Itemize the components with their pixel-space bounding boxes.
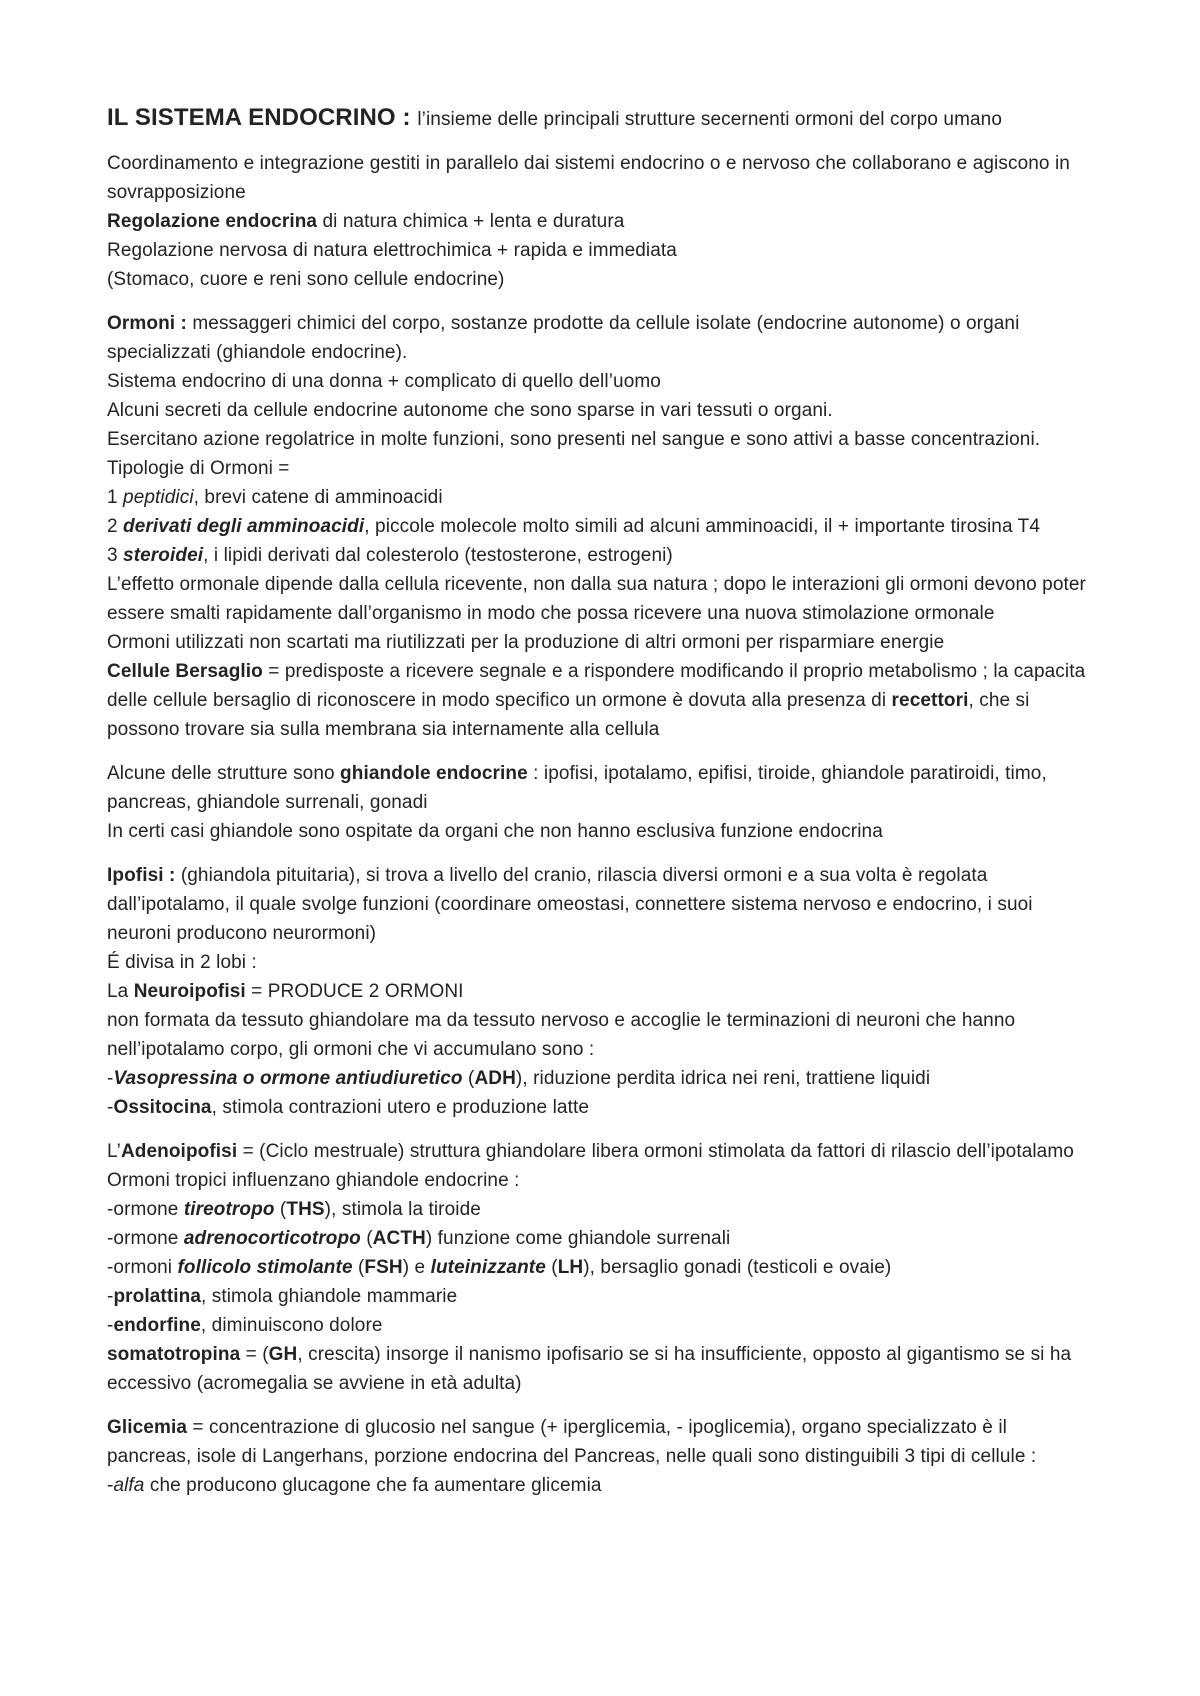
text-run: 1 bbox=[107, 487, 124, 508]
text-run: L’ bbox=[107, 1141, 121, 1162]
text-run: ) funzione come ghiandole surrenali bbox=[425, 1228, 731, 1249]
text-run: La bbox=[107, 981, 134, 1002]
text-run: -ormone bbox=[107, 1228, 184, 1249]
text-run: follicolo stimolante bbox=[177, 1257, 353, 1278]
text-run: É divisa in 2 lobi : bbox=[107, 952, 257, 973]
text-run: ), stimola la tiroide bbox=[324, 1199, 481, 1220]
text-run: = PRODUCE 2 ORMONI bbox=[245, 981, 464, 1002]
text-run: = predisposte a ricevere segnale e a rispondere modificando il proprio metabolismo ; la capacita delle cellule bersaglio di riconoscere in modo specifico un ormone è dovuta alla presenza di bbox=[107, 661, 1086, 711]
text-run: messaggeri chimici del corpo, sostanze prodotte da cellule isolate (endocrine autonome) o organi specializzati (ghiandole endocrine). bbox=[107, 313, 1020, 363]
text-run: adrenocorticotropo bbox=[183, 1228, 361, 1249]
text-run: peptidici bbox=[123, 487, 194, 508]
paragraph bbox=[107, 483, 1095, 512]
text-run: , i lipidi derivati dal colesterolo (testosterone, estrogeni) bbox=[203, 545, 673, 566]
text-run: (ghiandola pituitaria), si trova a livello del cranio, rilascia diversi ormoni e a sua volta è regolata dall’ipotalamo, il quale svolge funzioni (coordinare omeostasi, connettere sistema nervoso e endocrino, i suoi neuroni producono neurormoni) bbox=[107, 865, 1033, 944]
paragraph bbox=[107, 1064, 1095, 1093]
text-run: Alcune delle strutture sono bbox=[107, 763, 341, 784]
paragraph bbox=[107, 1282, 1095, 1311]
paragraph bbox=[107, 425, 1095, 454]
text-run: Ormoni tropici influenzano ghiandole endocrine : bbox=[107, 1170, 520, 1191]
text-run: 2 bbox=[107, 516, 124, 537]
text-run: ( bbox=[352, 1257, 365, 1278]
text-run: Esercitano azione regolatrice in molte funzioni, sono presenti nel sangue e sono attivi a basse concentrazioni. bbox=[107, 429, 1041, 450]
text-run: THS bbox=[286, 1199, 325, 1220]
paragraph bbox=[107, 454, 1095, 483]
text-run: LH bbox=[557, 1257, 584, 1278]
text-run: steroidei bbox=[123, 545, 204, 566]
paragraph bbox=[107, 367, 1095, 396]
text-run: recettori bbox=[891, 690, 969, 711]
text-run: - bbox=[107, 1097, 114, 1118]
text-run: ( bbox=[360, 1228, 373, 1249]
text-run: endorfine bbox=[113, 1315, 201, 1336]
paragraph bbox=[107, 1413, 1095, 1471]
paragraph bbox=[107, 1195, 1095, 1224]
paragraph bbox=[107, 628, 1095, 657]
text-run: ), bersaglio gonadi (testicoli e ovaie) bbox=[583, 1257, 892, 1278]
paragraph bbox=[107, 1471, 1095, 1500]
paragraph bbox=[107, 396, 1095, 425]
paragraph bbox=[107, 207, 1095, 236]
text-run: , piccole molecole molto simili ad alcuni amminoacidi, il + importante tirosina T4 bbox=[364, 516, 1041, 537]
text-run: L’effetto ormonale dipende dalla cellula ricevente, non dalla sua natura ; dopo le interazioni gli ormoni devono poter essere smalti rapidamente dall’organismo in modo che possa ricevere una nuova stimolazione ormonale bbox=[107, 574, 1086, 624]
text-run: - bbox=[107, 1286, 114, 1307]
text-run: somatotropina bbox=[107, 1344, 241, 1365]
paragraph bbox=[107, 977, 1095, 1006]
text-run: 3 bbox=[107, 545, 124, 566]
text-run: Alcuni secreti da cellule endocrine autonome che sono sparse in vari tessuti o organi. bbox=[107, 400, 833, 421]
text-run: ) e bbox=[402, 1257, 431, 1278]
text-run: Coordinamento e integrazione gestiti in parallelo dai sistemi endocrino o e nervoso che collaborano e agiscono in sovrapposizione bbox=[107, 153, 1070, 203]
text-run: - bbox=[107, 1315, 114, 1336]
text-run: ( bbox=[545, 1257, 558, 1278]
text-run: - bbox=[107, 1475, 114, 1496]
paragraph bbox=[107, 541, 1095, 570]
title-text: IL SISTEMA ENDOCRINO : bbox=[107, 104, 418, 131]
text-run: GH bbox=[268, 1344, 298, 1365]
text-run: Ossitocina bbox=[113, 1097, 212, 1118]
paragraph bbox=[107, 861, 1095, 948]
text-run: = ( bbox=[240, 1344, 269, 1365]
paragraph bbox=[107, 1166, 1095, 1195]
paragraph bbox=[107, 657, 1095, 744]
text-run: , che si possono trovare sia sulla membrana sia internamente alla cellula bbox=[107, 690, 1030, 740]
paragraph bbox=[107, 236, 1095, 265]
text-run: = concentrazione di glucosio nel sangue (+ iperglicemia, - ipoglicemia), organo specializzato è il pancreas, isole di Langerhans, porzione endocrina del Pancreas, nelle quali sono distinguibili 3 tipi di cellule : bbox=[107, 1417, 1037, 1467]
text-run: -ormoni bbox=[107, 1257, 178, 1278]
text-run: Adenoipofisi bbox=[120, 1141, 238, 1162]
text-run: Ipofisi : bbox=[107, 865, 176, 886]
text-run: luteinizzante bbox=[430, 1257, 546, 1278]
text-run: alfa bbox=[113, 1475, 145, 1496]
text-run: = (Ciclo mestruale) struttura ghiandolare libera ormoni stimolata da fattori di rilascio dell’ipotalamo bbox=[237, 1141, 1074, 1162]
text-run: -ormone bbox=[107, 1199, 184, 1220]
text-run: l’insieme delle principali strutture secernenti ormoni del corpo umano bbox=[417, 109, 1002, 130]
text-run: Glicemia bbox=[107, 1417, 188, 1438]
text-run: prolattina bbox=[113, 1286, 201, 1307]
text-run: derivati degli amminoacidi bbox=[123, 516, 365, 537]
paragraph bbox=[107, 948, 1095, 977]
text-run: , diminuiscono dolore bbox=[200, 1315, 383, 1336]
text-run: Regolazione nervosa di natura elettrochimica + rapida e immediata bbox=[107, 240, 677, 261]
text-run: Cellule Bersaglio bbox=[107, 661, 263, 682]
text-run: Vasopressina o ormone antiudiuretico bbox=[113, 1068, 463, 1089]
text-run: ghiandole endocrine bbox=[340, 763, 528, 784]
paragraph bbox=[107, 512, 1095, 541]
paragraph bbox=[107, 1340, 1095, 1398]
paragraph bbox=[107, 1137, 1095, 1166]
text-run: , stimola contrazioni utero e produzione latte bbox=[211, 1097, 590, 1118]
text-run: Tipologie di Ormoni = bbox=[107, 458, 290, 479]
paragraph bbox=[107, 1224, 1095, 1253]
document-body bbox=[107, 103, 1095, 1500]
text-run: , stimola ghiandole mammarie bbox=[201, 1286, 458, 1307]
text-run: FSH bbox=[364, 1257, 403, 1278]
text-run: - bbox=[107, 1068, 114, 1089]
paragraph bbox=[107, 265, 1095, 294]
text-run: (Stomaco, cuore e reni sono cellule endocrine) bbox=[107, 269, 505, 290]
text-run: tireotropo bbox=[183, 1199, 275, 1220]
text-run: ADH bbox=[474, 1068, 516, 1089]
paragraph bbox=[107, 1253, 1095, 1282]
paragraph bbox=[107, 1311, 1095, 1340]
text-run: : ipofisi, ipotalamo, epifisi, tiroide, ghiandole paratiroidi, timo, pancreas, ghiandole surrenali, gonadi bbox=[107, 763, 1047, 813]
text-run: non formata da tessuto ghiandolare ma da tessuto nervoso e accoglie le terminazioni di neuroni che hanno nell’ipotalamo corpo, gli ormoni che vi accumulano sono : bbox=[107, 1010, 1016, 1060]
text-run: , brevi catene di amminoacidi bbox=[193, 487, 443, 508]
text-run: che producono glucagone che fa aumentare glicemia bbox=[144, 1475, 602, 1496]
text-run: ( bbox=[274, 1199, 287, 1220]
text-run: Neuroipofisi bbox=[133, 981, 246, 1002]
document-title bbox=[107, 103, 1095, 134]
text-run: di natura chimica + lenta e duratura bbox=[317, 211, 625, 232]
text-run: Ormoni : bbox=[107, 313, 187, 334]
paragraph bbox=[107, 1006, 1095, 1064]
paragraph bbox=[107, 1093, 1095, 1122]
paragraph bbox=[107, 817, 1095, 846]
text-run: Sistema endocrino di una donna + complicato di quello dell’uomo bbox=[107, 371, 661, 392]
text-run: ( bbox=[462, 1068, 475, 1089]
text-run: ), riduzione perdita idrica nei reni, trattiene liquidi bbox=[515, 1068, 931, 1089]
paragraph bbox=[107, 570, 1095, 628]
paragraph bbox=[107, 759, 1095, 817]
text-run: Regolazione endocrina bbox=[107, 211, 318, 232]
paragraph bbox=[107, 149, 1095, 207]
text-run: ACTH bbox=[372, 1228, 426, 1249]
text-run: , crescita) insorge il nanismo ipofisario se si ha insufficiente, opposto al gigantismo se si ha eccessivo (acromegalia se avviene in età adulta) bbox=[107, 1344, 1072, 1394]
paragraph bbox=[107, 309, 1095, 367]
text-run: In certi casi ghiandole sono ospitate da organi che non hanno esclusiva funzione endocrina bbox=[107, 821, 883, 842]
text-run: Ormoni utilizzati non scartati ma riutilizzati per la produzione di altri ormoni per risparmiare energie bbox=[107, 632, 945, 653]
